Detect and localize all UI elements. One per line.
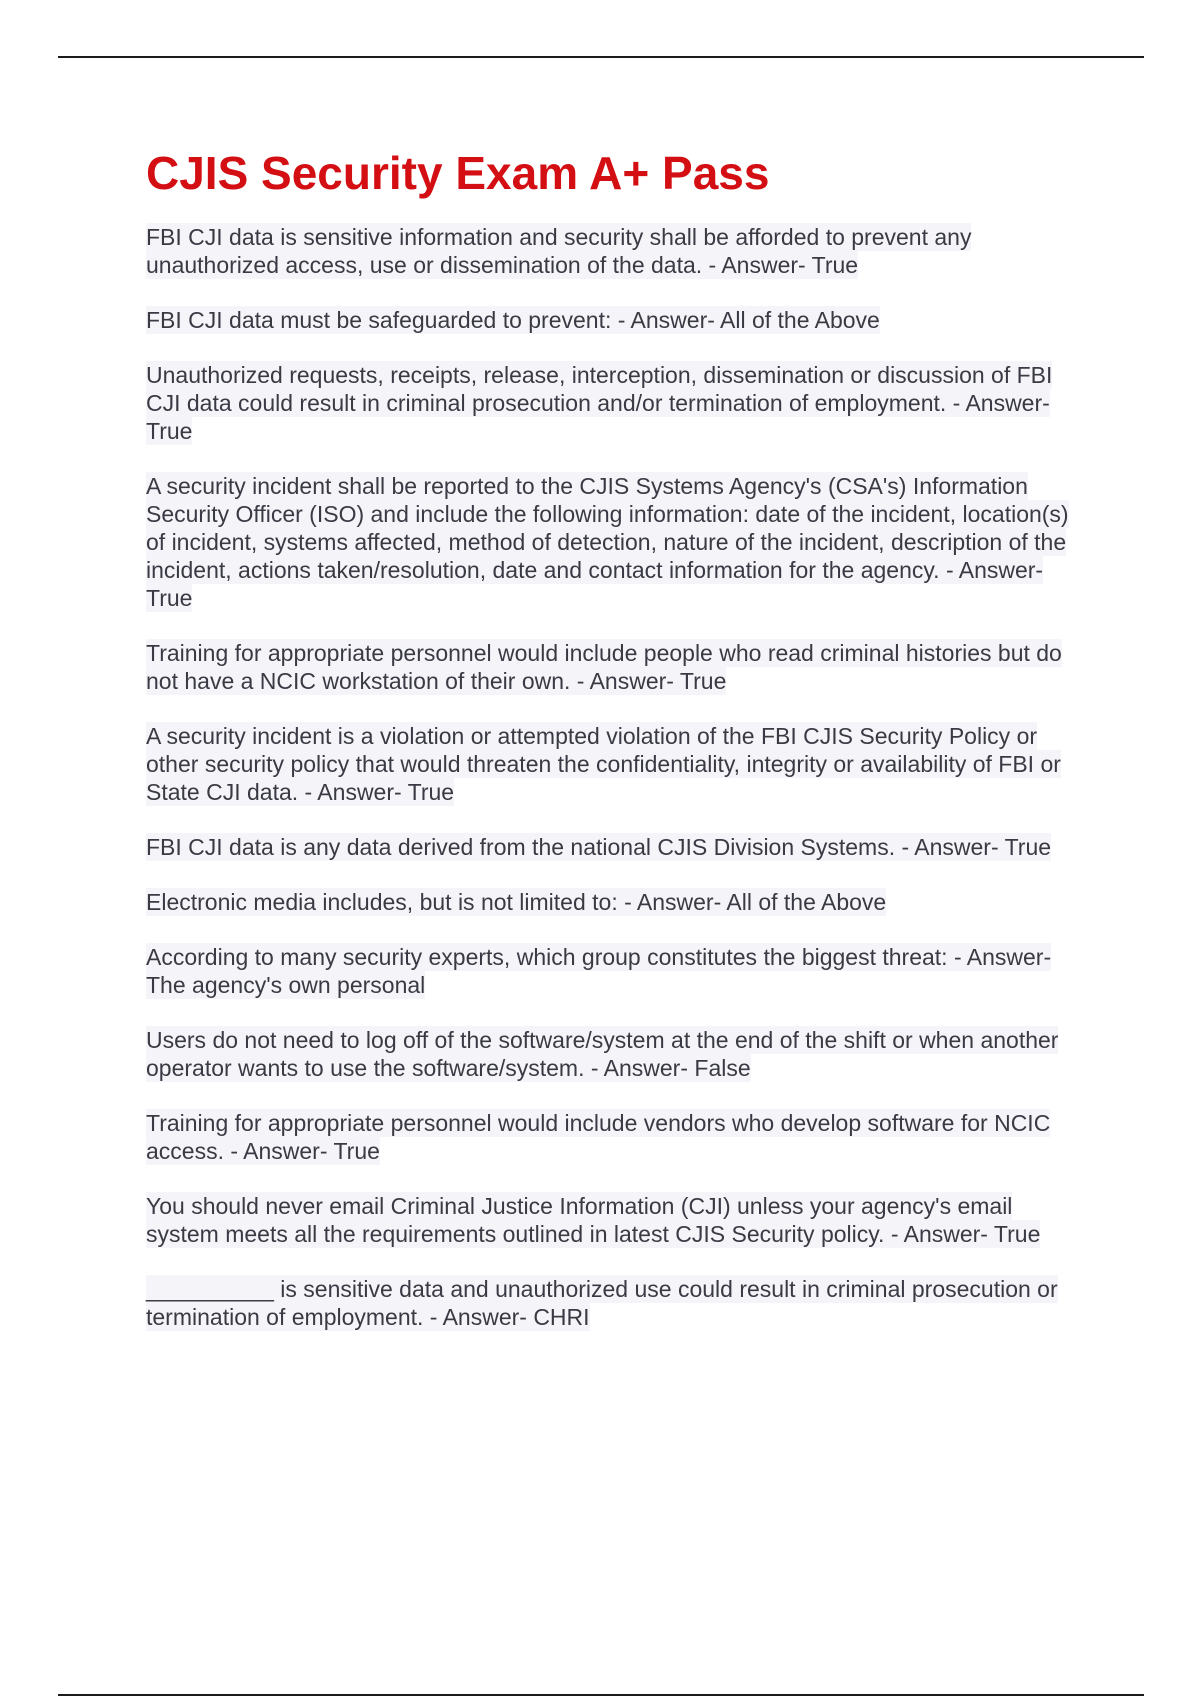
qa-text: A security incident shall be reported to the CJIS Systems Agency's (CSA's) Information Security Officer (ISO) and include the following information: date of the incident, location(s) of incident, systems affected, method of detection, nature of the incident, description of the incident, actions taken/resolution, date and contact information for the agency. - Answer- True — [146, 473, 1069, 611]
qa-item — [146, 943, 1086, 999]
qa-item — [146, 361, 1086, 445]
qa-item — [146, 306, 1086, 334]
qa-item — [146, 1192, 1086, 1248]
qa-text: FBI CJI data is sensitive information and security shall be afforded to prevent any unauthorized access, use or dissemination of the data. - Answer- True — [146, 224, 972, 278]
qa-list — [146, 223, 1086, 1331]
qa-item — [146, 722, 1086, 806]
document-body — [146, 145, 1086, 1358]
qa-item — [146, 1109, 1086, 1165]
qa-text: Electronic media includes, but is not limited to: - Answer- All of the Above — [146, 889, 887, 915]
bottom-rule — [58, 1694, 1144, 1696]
qa-item — [146, 1275, 1086, 1331]
qa-text: A security incident is a violation or attempted violation of the FBI CJIS Security Policy or other security policy that would threaten the confidentiality, integrity or availability of FBI or State CJI data. - Answer- True — [146, 723, 1061, 805]
qa-item — [146, 833, 1086, 861]
qa-item — [146, 639, 1086, 695]
qa-text: You should never email Criminal Justice Information (CJI) unless your agency's email system meets all the requirements outlined in latest CJIS Security policy. - Answer- True — [146, 1193, 1041, 1247]
document-title: CJIS Security Exam A+ Pass — [146, 147, 770, 199]
top-rule — [58, 56, 1144, 58]
qa-text: FBI CJI data is any data derived from the national CJIS Division Systems. - Answer- True — [146, 834, 1052, 860]
qa-text: Unauthorized requests, receipts, release, interception, dissemination or discussion of FBI CJI data could result in criminal prosecution and/or termination of employment. - Answer- True — [146, 362, 1053, 444]
qa-text: FBI CJI data must be safeguarded to prevent: - Answer- All of the Above — [146, 307, 880, 333]
qa-item — [146, 888, 1086, 916]
qa-text: __________ is sensitive data and unauthorized use could result in criminal prosecution or termination of employment. - Answer- CHRI — [146, 1276, 1058, 1330]
qa-text: Users do not need to log off of the software/system at the end of the shift or when another operator wants to use the software/system. - Answer- False — [146, 1027, 1059, 1081]
qa-text: According to many security experts, which group constitutes the biggest threat: - Answer- The agency's own personal — [146, 944, 1052, 998]
qa-text: Training for appropriate personnel would include vendors who develop software for NCIC access. - Answer- True — [146, 1110, 1051, 1164]
qa-item — [146, 1026, 1086, 1082]
qa-text: Training for appropriate personnel would include people who read criminal histories but do not have a NCIC workstation of their own. - Answer- True — [146, 640, 1062, 694]
qa-item — [146, 223, 1086, 279]
qa-item — [146, 472, 1086, 612]
